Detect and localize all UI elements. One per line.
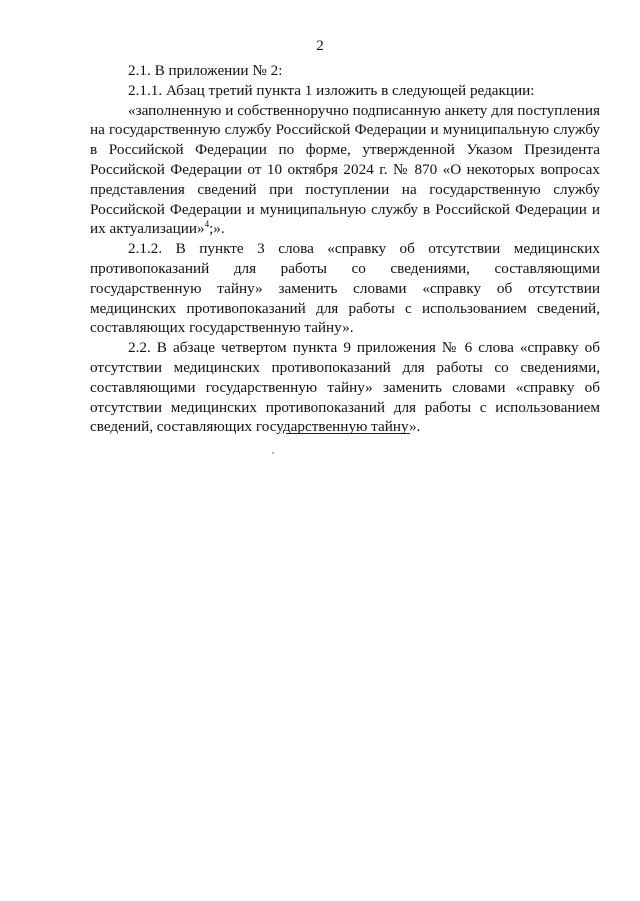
paragraph-2-2: 2.2. В абзаце четвертом пункта 9 приложения № 6 слова «справку об отсутствии медицинских противопоказаний для работы со сведениями, составляющими государственную тайну» заменить словами «справку об отсутствии медицинских противопоказаний для работы с использованием сведений, составляющих государственную тайну». <box>90 339 600 436</box>
quoted-text-main: «заполненную и собственноручно подписанную анкету для поступления на государственную службу Российской Федерации и муниципальную службу в Российской Федерации по форме, утвержденной Указом Президента Российской Федерации от 10 октября 2024 г. № 870 «О некоторых вопросах представления сведений при поступлении на государственную службу Российской Федерации и муниципальную службу в Российской Федерации и их актуализации» <box>90 101 600 238</box>
quoted-text-end: ;». <box>209 220 225 238</box>
paragraph-2-1-2: 2.1.2. В пункте 3 слова «справку об отсутствии медицинских противопоказаний для работы со сведениями, составляющими государственную тайну» заменить словами «справку об отсутствии медицинских противопоказаний для работы с использованием сведений, составляющих государственную тайну». <box>90 240 600 337</box>
scan-speck <box>272 452 274 454</box>
paragraph-quoted-text <box>90 101 600 240</box>
end-separator-line <box>286 433 410 434</box>
page-number: 2 <box>316 38 324 54</box>
paragraph-2-1: 2.1. В приложении № 2: <box>128 62 283 79</box>
paragraph-2-1-1: 2.1.1. Абзац третий пункта 1 изложить в следующей редакции: <box>128 81 535 99</box>
footnote-reference: 4 <box>204 219 210 230</box>
document-body <box>90 61 600 437</box>
